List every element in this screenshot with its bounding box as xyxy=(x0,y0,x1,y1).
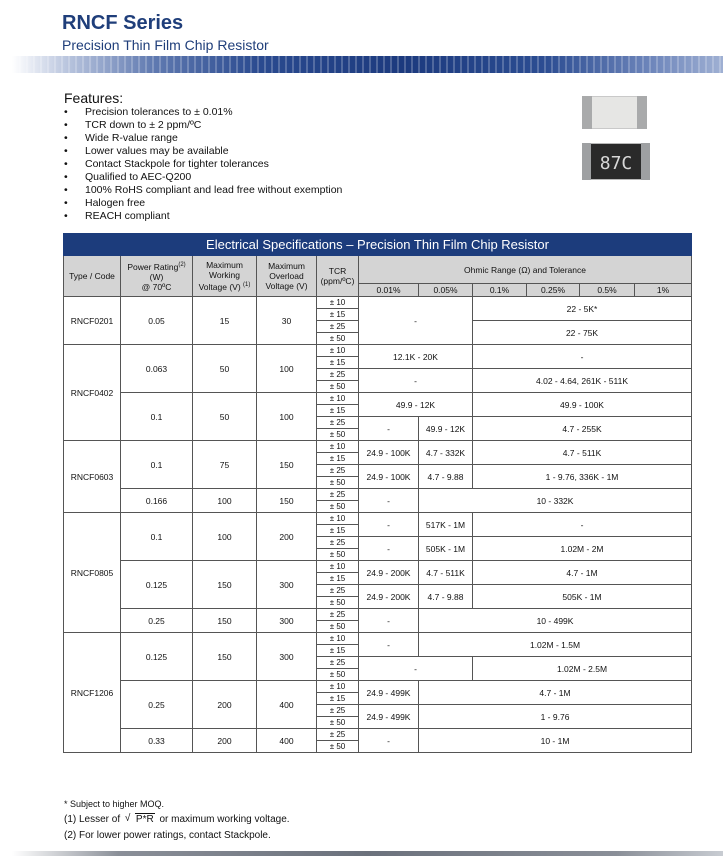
range-cell: 22 - 5K* xyxy=(473,297,692,321)
range-cell: - xyxy=(359,417,419,441)
range-cell: - xyxy=(359,609,419,633)
range-cell: 1 - 9.76 xyxy=(419,705,692,729)
tcr-cell: ± 50 xyxy=(317,621,359,633)
range-cell: - xyxy=(359,537,419,561)
tcr-cell: ± 50 xyxy=(317,549,359,561)
footnote-2: (2) For lower power ratings, contact Stackpole. xyxy=(64,830,271,841)
chip-resistor-image-bottom xyxy=(582,94,647,131)
power-cell: 0.166 xyxy=(121,489,193,513)
feature-item: • 100% RoHS compliant and lead free without exemption xyxy=(64,184,342,197)
mov-cell: 100 xyxy=(257,345,317,393)
power-cell: 0.125 xyxy=(121,633,193,681)
range-cell: - xyxy=(473,513,692,537)
tcr-cell: ± 15 xyxy=(317,525,359,537)
tcr-cell: ± 15 xyxy=(317,309,359,321)
tcr-cell: ± 15 xyxy=(317,357,359,369)
tcr-cell: ± 50 xyxy=(317,717,359,729)
type-code-cell: RNCF1206 xyxy=(64,633,121,753)
range-cell: - xyxy=(359,297,473,345)
mwv-cell: 50 xyxy=(193,393,257,441)
feature-item: • Lower values may be available xyxy=(64,145,342,158)
range-cell: 4.7 - 9.88 xyxy=(419,585,473,609)
header-tol-0.1: 0.1% xyxy=(473,284,527,297)
chip-marking: 87C xyxy=(599,153,633,174)
tcr-cell: ± 25 xyxy=(317,489,359,501)
range-cell: 10 - 1M xyxy=(419,729,692,753)
tcr-cell: ± 15 xyxy=(317,693,359,705)
tcr-cell: ± 25 xyxy=(317,729,359,741)
electrical-specifications-table xyxy=(63,233,692,753)
features-list xyxy=(64,106,342,223)
mov-cell: 150 xyxy=(257,489,317,513)
mov-cell: 200 xyxy=(257,513,317,561)
tcr-cell: ± 25 xyxy=(317,465,359,477)
footer-rule xyxy=(12,851,723,856)
mwv-cell: 100 xyxy=(193,489,257,513)
mwv-cell: 50 xyxy=(193,345,257,393)
mov-cell: 300 xyxy=(257,561,317,609)
header-tol-0.5: 0.5% xyxy=(580,284,635,297)
tcr-cell: ± 10 xyxy=(317,441,359,453)
range-cell: 517K - 1M xyxy=(419,513,473,537)
tcr-cell: ± 10 xyxy=(317,513,359,525)
range-cell: 24.9 - 100K xyxy=(359,441,419,465)
tcr-cell: ± 25 xyxy=(317,321,359,333)
range-cell: 4.7 - 255K xyxy=(473,417,692,441)
range-cell: - xyxy=(359,369,473,393)
header-tol-1: 1% xyxy=(635,284,692,297)
power-cell: 0.1 xyxy=(121,513,193,561)
range-cell: 22 - 75K xyxy=(473,321,692,345)
features-heading: Features: xyxy=(64,90,124,106)
range-cell: 4.7 - 511K xyxy=(473,441,692,465)
tcr-cell: ± 10 xyxy=(317,345,359,357)
tcr-cell: ± 50 xyxy=(317,333,359,345)
power-cell: 0.125 xyxy=(121,561,193,609)
type-code-cell: RNCF0805 xyxy=(64,513,121,633)
range-cell: 1 - 9.76, 336K - 1M xyxy=(473,465,692,489)
type-code-cell: RNCF0402 xyxy=(64,345,121,441)
feature-item: • TCR down to ± 2 ppm/ºC xyxy=(64,119,342,132)
tcr-cell: ± 50 xyxy=(317,741,359,753)
range-cell: 10 - 332K xyxy=(419,489,692,513)
mwv-cell: 75 xyxy=(193,441,257,489)
mwv-cell: 100 xyxy=(193,513,257,561)
tcr-cell: ± 50 xyxy=(317,501,359,513)
tcr-cell: ± 25 xyxy=(317,417,359,429)
range-cell: 24.9 - 100K xyxy=(359,465,419,489)
feature-item: • Wide R-value range xyxy=(64,132,342,145)
range-cell: 24.9 - 499K xyxy=(359,681,419,705)
header-ohmic-range: Ohmic Range (Ω) and Tolerance xyxy=(359,256,692,284)
tcr-cell: ± 15 xyxy=(317,405,359,417)
feature-item: • Qualified to AEC-Q200 xyxy=(64,171,342,184)
sqrt-symbol: √ P*R xyxy=(124,813,154,825)
tcr-cell: ± 10 xyxy=(317,297,359,309)
tcr-cell: ± 50 xyxy=(317,477,359,489)
table-caption: Electrical Specifications – Precision Thin Film Chip Resistor xyxy=(64,234,692,256)
feature-item: • Precision tolerances to ± 0.01% xyxy=(64,106,342,119)
tcr-cell: ± 25 xyxy=(317,537,359,549)
tcr-cell: ± 10 xyxy=(317,393,359,405)
mov-cell: 400 xyxy=(257,729,317,753)
mov-cell: 100 xyxy=(257,393,317,441)
range-cell: 4.02 - 4.64, 261K - 511K xyxy=(473,369,692,393)
range-cell: - xyxy=(359,633,419,657)
header-power: Power Rating$^{(2)}$ (W) @ 70ºC xyxy=(121,256,193,297)
tcr-cell: ± 25 xyxy=(317,585,359,597)
range-cell: - xyxy=(359,657,473,681)
mwv-cell: 150 xyxy=(193,633,257,681)
mwv-cell: 200 xyxy=(193,681,257,729)
header-tol-0.05: 0.05% xyxy=(419,284,473,297)
tcr-cell: ± 25 xyxy=(317,705,359,717)
range-cell: 49.9 - 12K xyxy=(359,393,473,417)
power-cell: 0.1 xyxy=(121,441,193,489)
tcr-cell: ± 25 xyxy=(317,657,359,669)
range-cell: 4.7 - 511K xyxy=(419,561,473,585)
power-cell: 0.25 xyxy=(121,609,193,633)
page-subtitle: Precision Thin Film Chip Resistor xyxy=(62,37,269,53)
tcr-cell: ± 50 xyxy=(317,381,359,393)
mov-cell: 150 xyxy=(257,441,317,489)
range-cell: 4.7 - 1M xyxy=(473,561,692,585)
feature-item: • Contact Stackpole for tighter tolerances xyxy=(64,158,342,171)
tcr-cell: ± 15 xyxy=(317,645,359,657)
tcr-cell: ± 50 xyxy=(317,429,359,441)
mwv-cell: 150 xyxy=(193,561,257,609)
tcr-cell: ± 50 xyxy=(317,597,359,609)
range-cell: 505K - 1M xyxy=(419,537,473,561)
range-cell: 10 - 499K xyxy=(419,609,692,633)
mwv-cell: 200 xyxy=(193,729,257,753)
footnote-moq: * Subject to higher MOQ. xyxy=(64,799,165,809)
power-cell: 0.05 xyxy=(121,297,193,345)
range-cell: 1.02M - 2M xyxy=(473,537,692,561)
chip-resistor-image-top xyxy=(582,141,650,182)
tcr-cell: ± 25 xyxy=(317,369,359,381)
range-cell: 24.9 - 200K xyxy=(359,585,419,609)
range-cell: - xyxy=(359,513,419,537)
power-cell: 0.1 xyxy=(121,393,193,441)
range-cell: 49.9 - 100K xyxy=(473,393,692,417)
range-cell: 1.02M - 1.5M xyxy=(419,633,692,657)
header-tol-0.01: 0.01% xyxy=(359,284,419,297)
range-cell: 4.7 - 1M xyxy=(419,681,692,705)
mov-cell: 300 xyxy=(257,609,317,633)
power-cell: 0.063 xyxy=(121,345,193,393)
mov-cell: 300 xyxy=(257,633,317,681)
range-cell: 49.9 - 12K xyxy=(419,417,473,441)
header-tol-0.25: 0.25% xyxy=(527,284,580,297)
range-cell: - xyxy=(359,489,419,513)
range-cell: 12.1K - 20K xyxy=(359,345,473,369)
tcr-cell: ± 10 xyxy=(317,681,359,693)
header-tcr: TCR (ppm/ºC) xyxy=(317,256,359,297)
page-title: RNCF Series xyxy=(62,12,184,34)
tcr-cell: ± 50 xyxy=(317,669,359,681)
header-max-overload-voltage: Maximum Overload Voltage (V) xyxy=(257,256,317,297)
type-code-cell: RNCF0603 xyxy=(64,441,121,513)
range-cell: 505K - 1M xyxy=(473,585,692,609)
mov-cell: 30 xyxy=(257,297,317,345)
feature-item: • Halogen free xyxy=(64,197,342,210)
range-cell: 1.02M - 2.5M xyxy=(473,657,692,681)
range-cell: 4.7 - 9.88 xyxy=(419,465,473,489)
mwv-cell: 15 xyxy=(193,297,257,345)
tcr-cell: ± 25 xyxy=(317,609,359,621)
range-cell: 4.7 - 332K xyxy=(419,441,473,465)
tcr-cell: ± 10 xyxy=(317,633,359,645)
tcr-cell: ± 15 xyxy=(317,573,359,585)
tcr-cell: ± 15 xyxy=(317,453,359,465)
mov-cell: 400 xyxy=(257,681,317,729)
range-cell: - xyxy=(473,345,692,369)
mwv-cell: 150 xyxy=(193,609,257,633)
power-cell: 0.25 xyxy=(121,681,193,729)
type-code-cell: RNCF0201 xyxy=(64,297,121,345)
header-max-working-voltage: Maximum Working Voltage (V) $^{(1)}$ xyxy=(193,256,257,297)
range-cell: - xyxy=(359,729,419,753)
header-banner xyxy=(12,56,723,73)
footnote-1: (1) Lesser of √ P*R or maximum working voltage. xyxy=(64,813,290,825)
range-cell: 24.9 - 499K xyxy=(359,705,419,729)
header-type: Type / Code xyxy=(64,256,121,297)
feature-item: • REACH compliant xyxy=(64,210,342,223)
range-cell: 24.9 - 200K xyxy=(359,561,419,585)
power-cell: 0.33 xyxy=(121,729,193,753)
tcr-cell: ± 10 xyxy=(317,561,359,573)
